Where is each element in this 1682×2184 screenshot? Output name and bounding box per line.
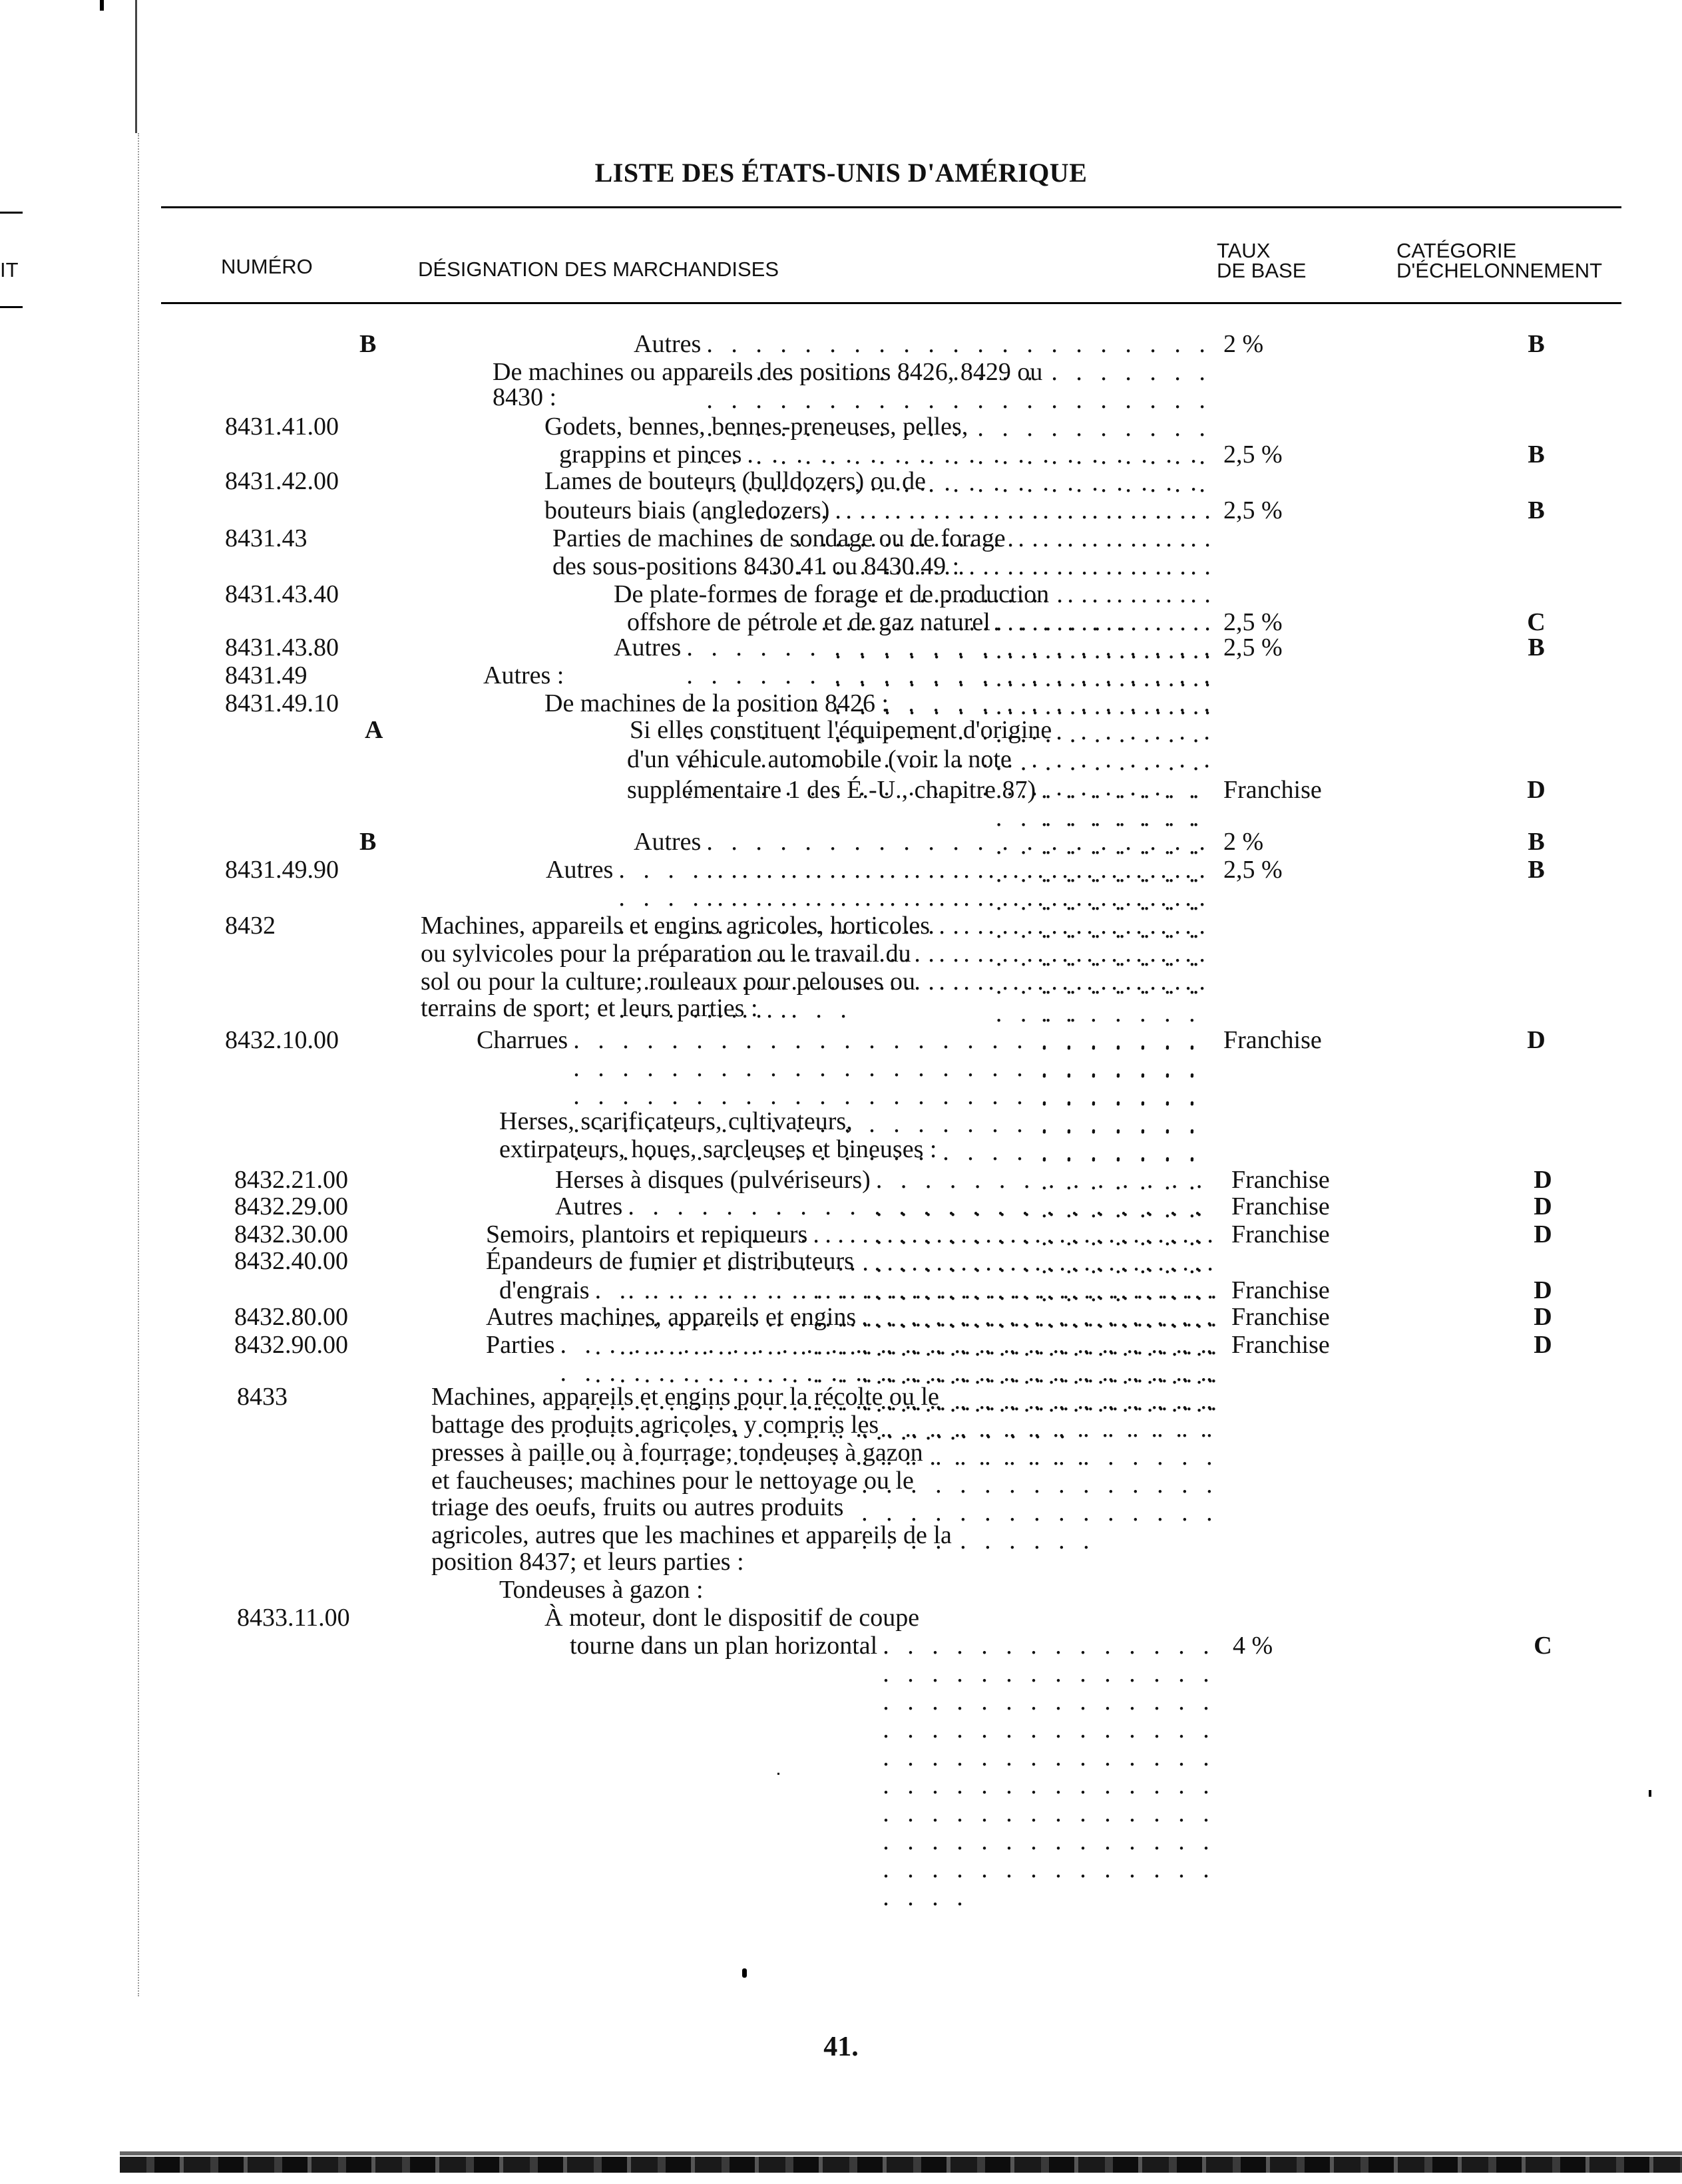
item-description: sol ou pour la culture; rouleaux pour pelouses ou bbox=[421, 968, 915, 996]
base-rate: 2 % bbox=[1223, 330, 1264, 358]
item-description: Autres . . . bbox=[614, 634, 1219, 801]
base-rate: Franchise bbox=[1231, 1192, 1330, 1220]
table-row bbox=[0, 716, 1682, 744]
item-description: supplémentaire 1 des É.-U., chapitre 87) . . . bbox=[627, 776, 1219, 1307]
tariff-number: 8431.49.90 bbox=[225, 856, 339, 884]
item-description: grappins et pinces . . . bbox=[559, 441, 1219, 636]
table-row bbox=[0, 441, 1682, 468]
table-row bbox=[0, 1107, 1682, 1135]
column-header-category-line1: CATÉGORIE bbox=[1396, 239, 1517, 262]
table-row bbox=[0, 856, 1682, 884]
tariff-number: 8432.29.00 bbox=[234, 1192, 348, 1220]
base-rate: 2,5 % bbox=[1223, 441, 1283, 468]
item-description: Autres . . . bbox=[634, 828, 1219, 1023]
tariff-number: 8431.49.10 bbox=[225, 689, 339, 717]
table-row bbox=[0, 994, 1682, 1022]
column-header-number: NUMÉRO bbox=[221, 255, 313, 278]
table-row bbox=[0, 608, 1682, 636]
tariff-number: 8431.43.40 bbox=[225, 580, 339, 608]
binding-line bbox=[135, 0, 137, 133]
table-row bbox=[0, 1548, 1682, 1576]
staging-category: D bbox=[1534, 1220, 1552, 1248]
item-description: Semoirs, plantoirs et repiqueurs . . . bbox=[486, 1220, 1229, 1444]
subheading-letter: A bbox=[365, 716, 383, 744]
item-description: De machines de la position 8426 : bbox=[544, 689, 889, 717]
staging-category: B bbox=[1528, 441, 1545, 468]
item-description: presses à paille ou à fourrage; tondeuses à gazon bbox=[431, 1439, 923, 1467]
table-row bbox=[0, 1276, 1682, 1304]
item-description: agricoles, autres que les machines et appareils de la bbox=[431, 1521, 952, 1549]
tariff-number: 8432.40.00 bbox=[234, 1247, 348, 1275]
table-row bbox=[0, 1303, 1682, 1331]
item-description: À moteur, dont le dispositif de coupe bbox=[544, 1604, 920, 1632]
base-rate: 2,5 % bbox=[1223, 856, 1283, 884]
tariff-number: 8432.90.00 bbox=[234, 1331, 348, 1359]
base-rate: 2 % bbox=[1223, 828, 1264, 856]
staging-category: D bbox=[1534, 1166, 1552, 1194]
header-rule-top bbox=[161, 206, 1621, 208]
table-row bbox=[0, 1135, 1682, 1163]
item-description: Autres . . . bbox=[555, 1192, 1229, 1360]
table-row bbox=[0, 1383, 1682, 1411]
tariff-number: 8431.43 bbox=[225, 524, 308, 552]
item-description: et faucheuses; machines pour le nettoyage ou le bbox=[431, 1467, 914, 1495]
table-row bbox=[0, 1166, 1682, 1194]
staging-category: B bbox=[1528, 330, 1545, 358]
column-header-rate-line1: TAUX bbox=[1217, 239, 1271, 262]
tariff-number: 8431.42.00 bbox=[225, 467, 339, 495]
item-description: battage des produits agricoles, y compris les bbox=[431, 1411, 879, 1439]
staging-category: D bbox=[1534, 1276, 1552, 1304]
tariff-number: 8432.10.00 bbox=[225, 1026, 339, 1054]
item-description: tourne dans un plan horizontal . . . bbox=[570, 1632, 1229, 1911]
base-rate: Franchise bbox=[1231, 1166, 1330, 1194]
item-description: Charrues . . . bbox=[477, 1026, 1219, 1166]
table-row bbox=[0, 1467, 1682, 1495]
item-description: Machines, appareils et engins agricoles, horticoles bbox=[421, 912, 931, 940]
item-description: Lames de bouteurs (bulldozers) ou de bbox=[544, 467, 926, 495]
item-description: 8430 : bbox=[493, 383, 557, 411]
table-row bbox=[0, 1521, 1682, 1549]
header-rule-bottom bbox=[161, 302, 1621, 304]
table-row bbox=[0, 1493, 1682, 1521]
page-title: LISTE DES ÉTATS-UNIS D'AMÉRIQUE bbox=[594, 158, 1088, 188]
item-description: offshore de pétrole et de gaz naturel . . . bbox=[627, 608, 1219, 1027]
scan-bottom-edge-dark bbox=[120, 2157, 1682, 2173]
base-rate: 2,5 % bbox=[1223, 634, 1283, 661]
staging-category: B bbox=[1528, 828, 1545, 856]
margin-text-fragment: IT bbox=[0, 258, 19, 281]
item-description: d'engrais . . . bbox=[499, 1276, 1229, 1416]
staging-category: C bbox=[1527, 608, 1546, 636]
margin-rule-top bbox=[0, 212, 23, 214]
table-row bbox=[0, 1439, 1682, 1467]
table-row bbox=[0, 524, 1682, 552]
scan-speck bbox=[1649, 1790, 1651, 1797]
item-description: Parties de machines de sondage ou de forage bbox=[552, 524, 1006, 552]
item-description: terrains de sport; et leurs parties : bbox=[421, 994, 758, 1022]
table-row bbox=[0, 383, 1682, 411]
tariff-number: 8432.80.00 bbox=[234, 1303, 348, 1331]
table-row bbox=[0, 912, 1682, 940]
item-description: Autres machines, appareils et engins . . . bbox=[486, 1303, 1229, 1554]
base-rate: Franchise bbox=[1231, 1331, 1330, 1359]
table-row bbox=[0, 1604, 1682, 1632]
tariff-number: 8431.43.80 bbox=[225, 634, 339, 661]
item-description: d'un véhicule automobile (voir la note bbox=[627, 745, 1012, 773]
column-header-rate-line2: DE BASE bbox=[1217, 259, 1307, 282]
table-row bbox=[0, 1192, 1682, 1220]
scan-speck bbox=[742, 1968, 747, 1978]
item-description: Parties . . . bbox=[486, 1331, 1229, 1471]
table-row bbox=[0, 1026, 1682, 1054]
item-description: Si elles constituent l'équipement d'origine bbox=[630, 716, 1052, 744]
table-row bbox=[0, 634, 1682, 661]
tariff-number: 8432.21.00 bbox=[234, 1166, 348, 1194]
scan-bottom-edge bbox=[120, 2151, 1682, 2155]
staging-category: B bbox=[1528, 496, 1545, 524]
table-row bbox=[0, 1247, 1682, 1275]
item-description: ou sylvicoles pour la préparation ou le travail du bbox=[421, 940, 911, 968]
table-row bbox=[0, 745, 1682, 773]
scan-edge-mark bbox=[100, 0, 104, 11]
item-description: extirpateurs, houes, sarcleuses et bineuses : bbox=[499, 1135, 937, 1163]
table-row bbox=[0, 413, 1682, 441]
subheading-letter: B bbox=[359, 330, 377, 358]
staging-category: B bbox=[1528, 856, 1545, 884]
staging-category: D bbox=[1534, 1331, 1552, 1359]
table-row bbox=[0, 940, 1682, 968]
table-row bbox=[0, 467, 1682, 495]
table-row bbox=[0, 828, 1682, 856]
table-row bbox=[0, 968, 1682, 996]
base-rate: Franchise bbox=[1231, 1303, 1330, 1331]
table-row bbox=[0, 689, 1682, 717]
table-row bbox=[0, 1576, 1682, 1604]
base-rate: Franchise bbox=[1223, 776, 1322, 804]
table-row bbox=[0, 330, 1682, 358]
staging-category: D bbox=[1527, 1026, 1546, 1054]
table-row bbox=[0, 1220, 1682, 1248]
tariff-number: 8432.30.00 bbox=[234, 1220, 348, 1248]
margin-rule-bottom bbox=[0, 306, 23, 308]
table-row bbox=[0, 358, 1682, 386]
base-rate: Franchise bbox=[1223, 1026, 1322, 1054]
staging-category: D bbox=[1527, 776, 1546, 804]
subheading-letter: B bbox=[359, 828, 377, 856]
tariff-number: 8433.11.00 bbox=[237, 1604, 350, 1632]
base-rate: Franchise bbox=[1231, 1276, 1330, 1304]
item-description: Autres . . . bbox=[634, 330, 1219, 526]
staging-category: D bbox=[1534, 1303, 1552, 1331]
item-description: Herses à disques (pulvériseurs) . . . bbox=[555, 1166, 1229, 1445]
table-row bbox=[0, 776, 1682, 804]
base-rate: 2,5 % bbox=[1223, 496, 1283, 524]
base-rate: Franchise bbox=[1231, 1220, 1330, 1248]
item-description: De machines ou appareils des positions 8426, 8429 ou bbox=[493, 358, 1043, 386]
item-description: De plate-formes de forage et de production bbox=[614, 580, 1050, 608]
staging-category: D bbox=[1534, 1192, 1552, 1220]
table-row bbox=[0, 1632, 1682, 1660]
base-rate: 2,5 % bbox=[1223, 608, 1283, 636]
table-row bbox=[0, 1411, 1682, 1439]
page-number: 41. bbox=[823, 2032, 859, 2062]
column-header-category-line2: D'ÉCHELONNEMENT bbox=[1396, 259, 1603, 282]
staging-category: B bbox=[1528, 634, 1545, 661]
item-description: des sous-positions 8430.41 ou 8430.49 : bbox=[552, 552, 960, 580]
item-description: triage des oeufs, fruits ou autres produits bbox=[431, 1493, 844, 1521]
table-row bbox=[0, 580, 1682, 608]
item-description: Tondeuses à gazon : bbox=[499, 1576, 704, 1604]
table-row bbox=[0, 661, 1682, 689]
item-description: Autres . . . bbox=[546, 856, 1219, 1023]
item-description: position 8437; et leurs parties : bbox=[431, 1548, 744, 1576]
column-header-designation: DÉSIGNATION DES MARCHANDISES bbox=[418, 258, 779, 281]
item-description: Herses, scarificateurs, cultivateurs, bbox=[499, 1107, 853, 1135]
item-description: Machines, appareils et engins pour la récolte ou le bbox=[431, 1383, 939, 1411]
item-description: Autres : bbox=[483, 661, 564, 689]
table-row bbox=[0, 1331, 1682, 1359]
tariff-number: 8431.49 bbox=[225, 661, 308, 689]
item-description: bouteurs biais (angledozers) . . . bbox=[544, 496, 1219, 748]
tariff-number: 8432 bbox=[225, 912, 276, 940]
table-row bbox=[0, 552, 1682, 580]
tariff-number: 8433 bbox=[237, 1383, 288, 1411]
table-row bbox=[0, 496, 1682, 524]
item-description: Godets, bennes, bennes-preneuses, pelles, bbox=[544, 413, 968, 441]
staging-category: C bbox=[1534, 1632, 1552, 1660]
tariff-number: 8431.41.00 bbox=[225, 413, 339, 441]
item-description: Épandeurs de fumier et distributeurs bbox=[486, 1247, 854, 1275]
base-rate: 4 % bbox=[1233, 1632, 1273, 1660]
